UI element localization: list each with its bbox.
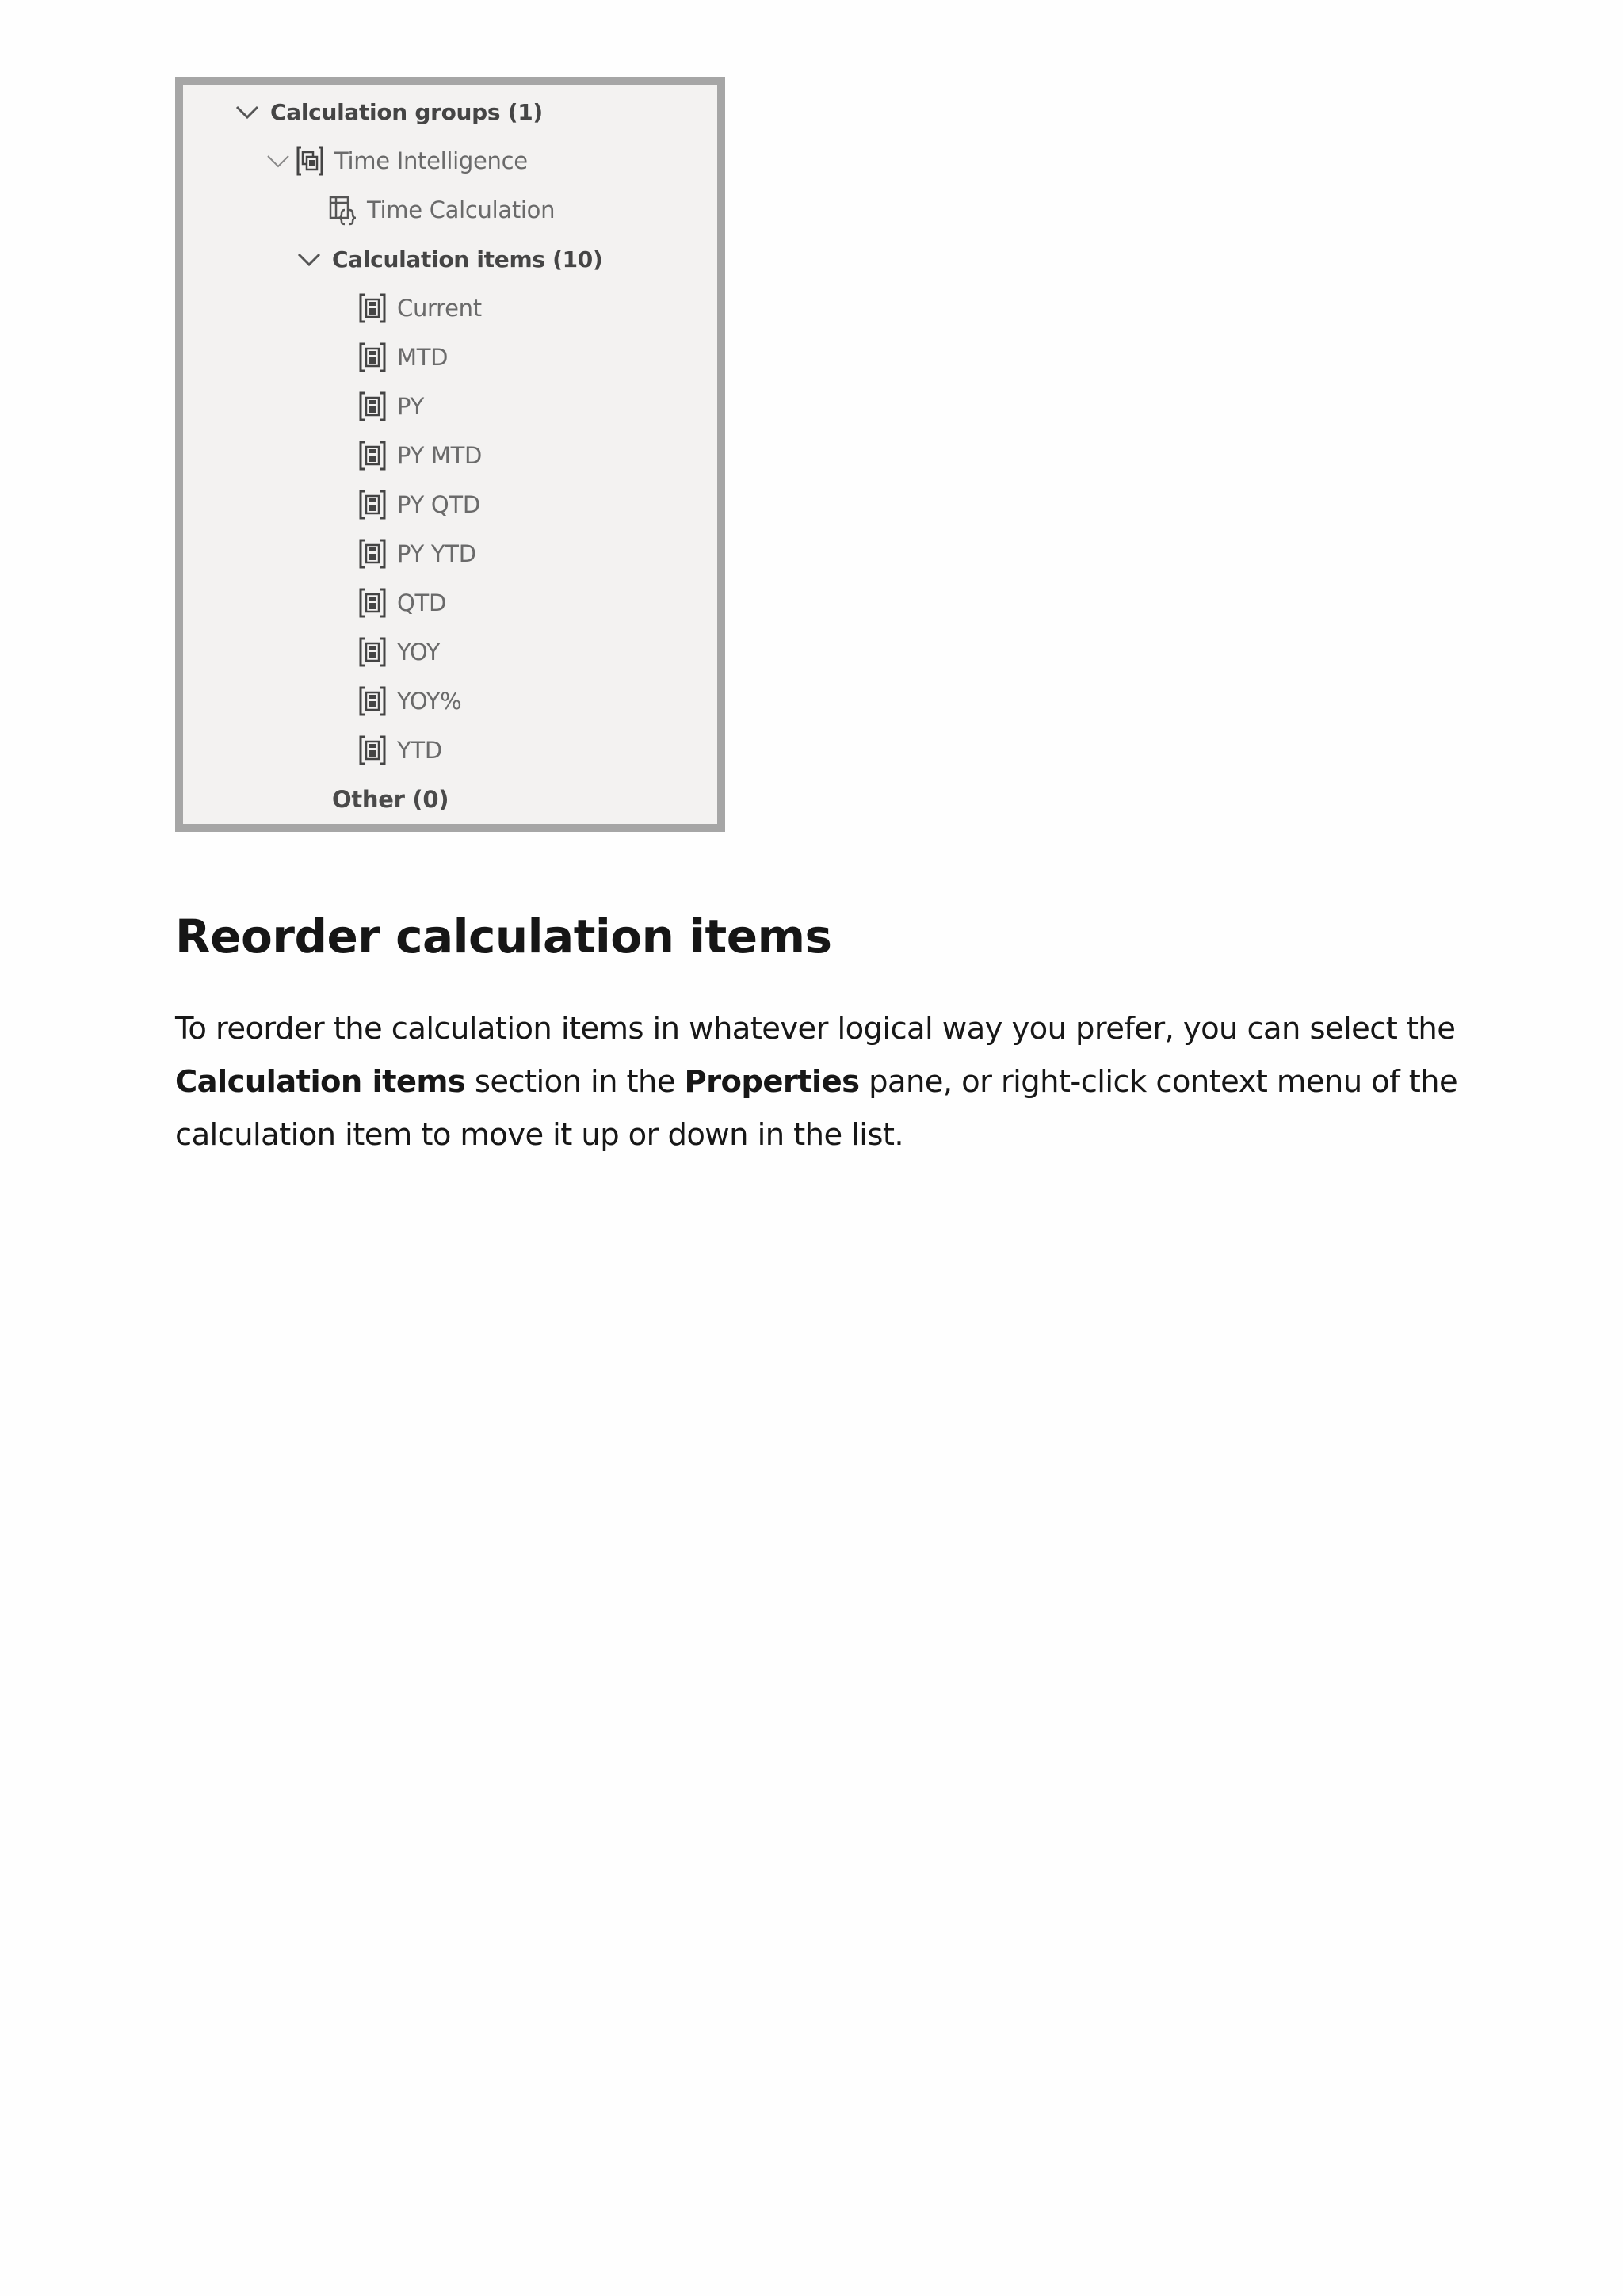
calculator-icon <box>357 341 388 373</box>
calculator-icon <box>357 538 388 570</box>
chevron-down-icon[interactable] <box>296 246 323 273</box>
tree-node-label: Other (0) <box>332 786 449 813</box>
calculator-icon <box>357 440 388 471</box>
paragraph-text: To reorder the calculation items in whatever logical way you prefer, you can select the <box>175 1011 1456 1047</box>
tree-node-time-calculation[interactable] <box>327 191 555 229</box>
tree-node-label: QTD <box>397 589 446 616</box>
tree-node-calculation-item[interactable] <box>357 486 480 524</box>
calculator-icon <box>357 734 388 766</box>
tree-node-other[interactable] <box>332 780 449 818</box>
tree-node-label: MTD <box>397 344 449 371</box>
section-heading: Reorder calculation items <box>175 910 832 963</box>
paragraph-bold-calculation-items: Calculation items <box>175 1064 466 1100</box>
calculation-group-icon <box>295 145 325 177</box>
column-icon <box>327 194 357 226</box>
paragraph-bold-properties: Properties <box>684 1064 860 1100</box>
tree-node-label: Time Intelligence <box>334 147 528 174</box>
paragraph-text: pane, or right-click context menu of the calculation item to move it up or down in the list. <box>175 1064 1458 1153</box>
chevron-down-icon[interactable] <box>234 98 261 125</box>
tree-node-calculation-item[interactable] <box>357 289 482 327</box>
calculator-icon <box>357 292 388 324</box>
tree-node-label: Calculation groups (1) <box>270 98 543 125</box>
tree-node-label: Time Calculation <box>367 196 556 223</box>
tree-node-calculation-item[interactable] <box>357 731 442 769</box>
tree-node-calculation-item[interactable] <box>357 584 446 622</box>
tree-node-label: Current <box>397 295 482 322</box>
tree-node-label: YOY <box>397 639 441 666</box>
tree-node-calculation-item[interactable] <box>357 633 440 671</box>
calculator-icon <box>357 636 388 668</box>
tree-node-label: YTD <box>397 737 442 764</box>
tree-node-label: Calculation items (10) <box>332 246 603 273</box>
chevron-down-icon[interactable] <box>265 147 292 174</box>
calculator-icon <box>357 489 388 521</box>
tree-node-calculation-item[interactable] <box>357 437 482 475</box>
model-tree-screenshot <box>175 77 725 832</box>
calculator-icon <box>357 685 388 717</box>
tree-node-label: PY YTD <box>397 540 476 567</box>
tree-node-time-intelligence[interactable] <box>265 142 528 180</box>
tree-node-calculation-item[interactable] <box>357 535 476 573</box>
tree-node-label: YOY% <box>397 688 462 715</box>
tree-node-calculation-groups[interactable] <box>234 93 543 131</box>
tree-node-label: PY MTD <box>397 442 483 469</box>
tree-node-calculation-item[interactable] <box>357 387 424 425</box>
tree-node-label: PY <box>397 393 424 420</box>
calculator-icon <box>357 391 388 422</box>
tree-node-calculation-item[interactable] <box>357 338 448 376</box>
tree-node-calculation-item[interactable] <box>357 682 461 720</box>
body-paragraph <box>175 1002 1475 1161</box>
tree-node-label: PY QTD <box>397 491 480 518</box>
paragraph-text: section in the <box>465 1064 685 1100</box>
tree-node-calculation-items[interactable] <box>296 240 603 278</box>
calculator-icon <box>357 587 388 619</box>
